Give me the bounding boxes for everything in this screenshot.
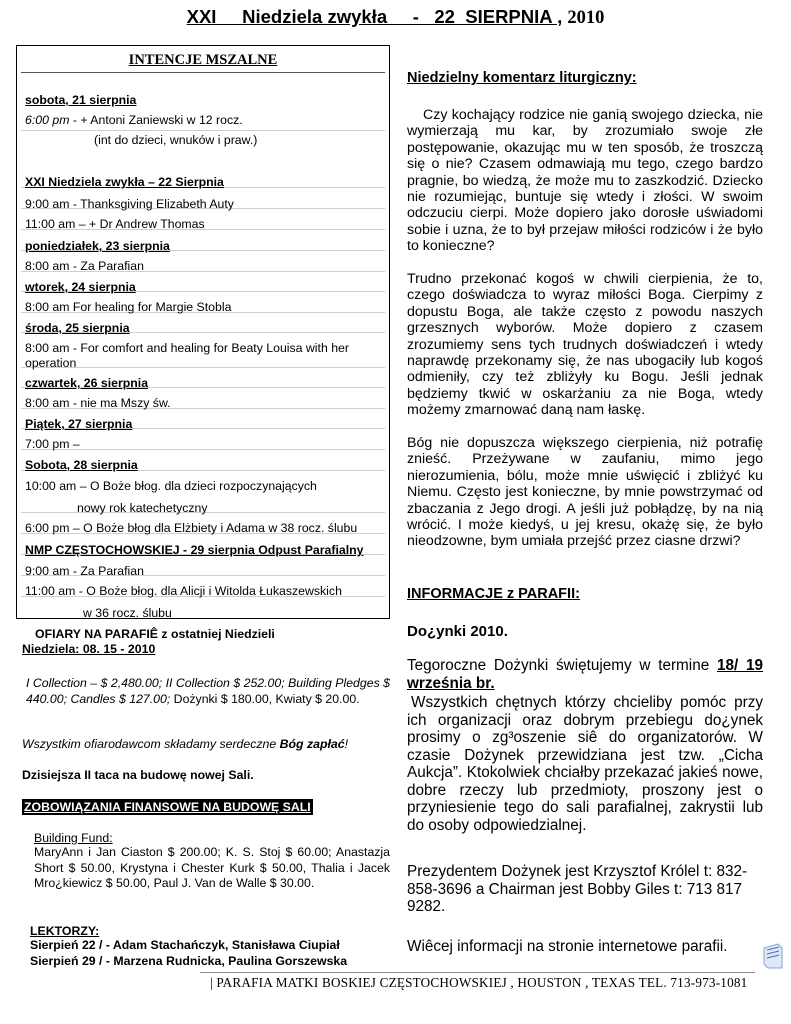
intention-day-heading: poniedziałek, 23 sierpnia [25,239,170,253]
offerings-collections: I Collection – $ 2,480.00; II Collection $ 252.00; Building Pledges $ 440.00; Candles $ 127.00; [26,676,390,706]
intention-entry: 9:00 am - Za Parafian [25,564,144,578]
intention-entry: 8:00 am - Za Parafian [25,259,144,273]
title-year: 2010 [567,8,605,28]
building-fund-label: Building Fund: [34,831,113,845]
commentary-paragraph-3: Bóg nie dopuszcza większego cierpienia, niż potrafię znieść. Przeżywane w zaufaniu, mimo jego nierozumienia, bólu, może mnie uświęcić i zbliżyć ku Niemu. Często jest konieczne, by mnie powstrzymać od zbaczania z Jego drogi. A jeśli już pobłądzę, by na nią wrócić. I może kiedyś, u jej kresu, okażę się, że było nieodzowne, bym umiała przejść przez ciasne drzwi? [407,435,763,550]
document-page-icon [762,942,784,970]
footer-text: | PARAFIA MATKI BOSKIEJ CZĘSTOCHOWSKIEJ , HOUSTON , TEXAS TEL. 713-973-1081 [210,975,748,990]
intention-entry: (int do dzieci, wnuków i praw.) [94,133,258,147]
intention-entry: 8:00 am - For comfort and healing for Beaty Louisa with her operation [25,341,349,370]
commentary-paragraph-2: Trudno przekonać kogoś w chwili cierpienia, że to, czego doświadcza to wyraz miłości Boga. Cierpimy z dopustu Boga, ale także często z powodu naszych grzesznych wyborów. Może dopiero z czasem zrozumiemy sens tych trudnych doświadczeń i wtedy naprawdę przekonamy się, że nas ubogaciły lub kogoś odmieniły, czy też zbliżyły ku Bogu. Jeśli jednak będziemy tkwić w oskarżaniu za nie Boga, wtedy możemy zmarnować daną nam łaskę. [407,271,763,419]
title-text: XXI Niedziela zwykła - 22 SIERPNIA , [186,6,563,27]
intention-day-heading: Sobota, 28 sierpnia [25,458,138,472]
intention-day-heading: sobota, 21 sierpnia [25,93,137,107]
building-heading-text: ZOBOWIĄZANIA FINANSOWE NA BUDOWĘ SALI [24,800,311,814]
thanks-prefix: Wszystkim ofiarodawcom składamy serdeczne [22,737,280,751]
offerings-thanks [22,736,390,752]
offerings-details [26,675,390,707]
intention-day-heading: środa, 25 sierpnia [25,321,130,335]
offerings-heading: OFIARY NA PARAFIÊ z ostatniej Niedzieli [35,627,275,641]
intention-entry: 11:00 am - O Boże błog. dla Alicji i Witolda Łukaszewskich [25,584,342,598]
heading-divider [21,72,385,73]
intention-entry: w 36 rocz. ślubu [83,606,172,620]
commentary-heading: Niedzielny komentarz liturgiczny: [407,70,637,86]
harvest-body: Wszystkich chętnych którzy chcieliby pomóc przy ich organizacji oraz dobrym przebiegu do¿ynek prosimy o zg³oszenie siê do organizatorów. W czasie Dożynek przewidziana jest tzw. „Cicha Aukcja”. Ktokolwiek chciałby przekazać jakieś nowe, dobre rzeczy lub przedmioty, proszony jest o przyniesienie tego do sali parafialnej, zakrystii lub do osoby odpowiedzialnej. [407,694,763,834]
intentions-heading: INTENCJE MSZALNE [128,52,278,68]
intention-entry: 6:00 pm – O Boże błog dla Elżbiety i Adama w 38 rocz. ślubu [25,521,358,535]
intention-day-heading: Piątek, 27 sierpnia [25,417,133,431]
intention-entry: 8:00 am - nie ma Mszy św. [25,396,171,410]
collection-note: Dzisiejsza II taca na budowę nowej Sali. [22,768,254,782]
intention-entry: nowy rok katechetyczny [77,501,208,515]
intention-entry: 7:00 pm – [25,437,80,451]
parish-info-heading: INFORMACJE z PARAFII: [407,586,580,602]
footer-divider [200,972,755,973]
thanks-bold: Bóg zapłać [279,737,345,751]
mass-intentions-box [16,45,390,619]
intention-entry: 8:00 am For healing for Margie Stobla [25,300,232,314]
intention-day-heading: XXI Niedziela zwykła – 22 Sierpnia [25,175,224,189]
building-heading [22,799,390,815]
lector-line-2: Sierpień 29 / - Marzena Rudnicka, Paulina Gorszewska [30,954,348,968]
page-title [0,6,791,29]
intention-day-heading: czwartek, 26 sierpnia [25,376,149,390]
harvest-chairman: Prezydentem Dożynek jest Krzysztof Królel t: 832-858-3696 a Chairman jest Bobby Giles t: 713 817 9282. [407,863,748,915]
lectors-heading: LEKTORZY: [30,924,100,938]
harvest-intro [407,657,763,692]
row-separator [21,130,385,131]
harvest-subheading: Do¿ynki 2010. [407,623,508,640]
intention-text: - + Antoni Zaniewski w 12 rocz. [69,113,243,127]
intention-entry: 9:00 am - Thanksgiving Elizabeth Auty [25,197,234,211]
intention-entry [25,113,243,128]
more-info-text: Wiêcej informacji na stronie internetowe parafii. [407,938,728,955]
intention-day-heading: NMP CZĘSTOCHOWSKIEJ - 29 sierpnia Odpust Parafialny [25,543,364,557]
intention-entry: 11:00 am – + Dr Andrew Thomas [25,217,205,231]
intention-entry: 10:00 am – O Boże błog. dla dzieci rozpoczynających [25,479,317,493]
harvest-date: 18/ 19 września br. [407,657,764,692]
intention-time: 6:00 pm [25,113,70,127]
offerings-date: Niedziela: 08. 15 - 2010 [22,642,156,656]
building-pledges: MaryAnn i Jan Ciaston $ 200.00; K. S. Stoj $ 60.00; Anastazja Short $ 50.00, Krystyna i Chester Kurk $ 50.00, Thalia i Jacek Mro¿kiewicz $ 50.00, Paul J. Van de Walle $ 30.00. [34,845,390,890]
thanks-suffix: ! [344,737,348,751]
commentary-paragraph-1: Czy kochający rodzice nie ganią swojego dziecka, nie wymierzają mu kar, by zrozumiało swoje złe postępowanie, okazując mu w ten sposób, że troszczą się o nie? Czasem odmawiają mu tego, czego bardzo pragnie, bo wiedzą, że może mu to zaszkodzić. Dziecko nie rozumiejąc, buntuje się wtedy i złości. W swoim odczuciu cierpi. Może dopiero jako dorosłe uświadomi sobie i uzna, że to był przejaw miłości rodziców i że było to konieczne? [407,107,763,255]
intention-day-heading: wtorek, 24 sierpnia [25,280,136,294]
offerings-extra: Dożynki $ 180.00, Kwiaty $ 20.00. [170,692,360,706]
harvest-intro-text: Tegoroczne Dożynki świętujemy w termine [407,657,717,674]
lector-line-1: Sierpień 22 / - Adam Stachańczyk, Stanisława Ciupiał [30,938,340,952]
